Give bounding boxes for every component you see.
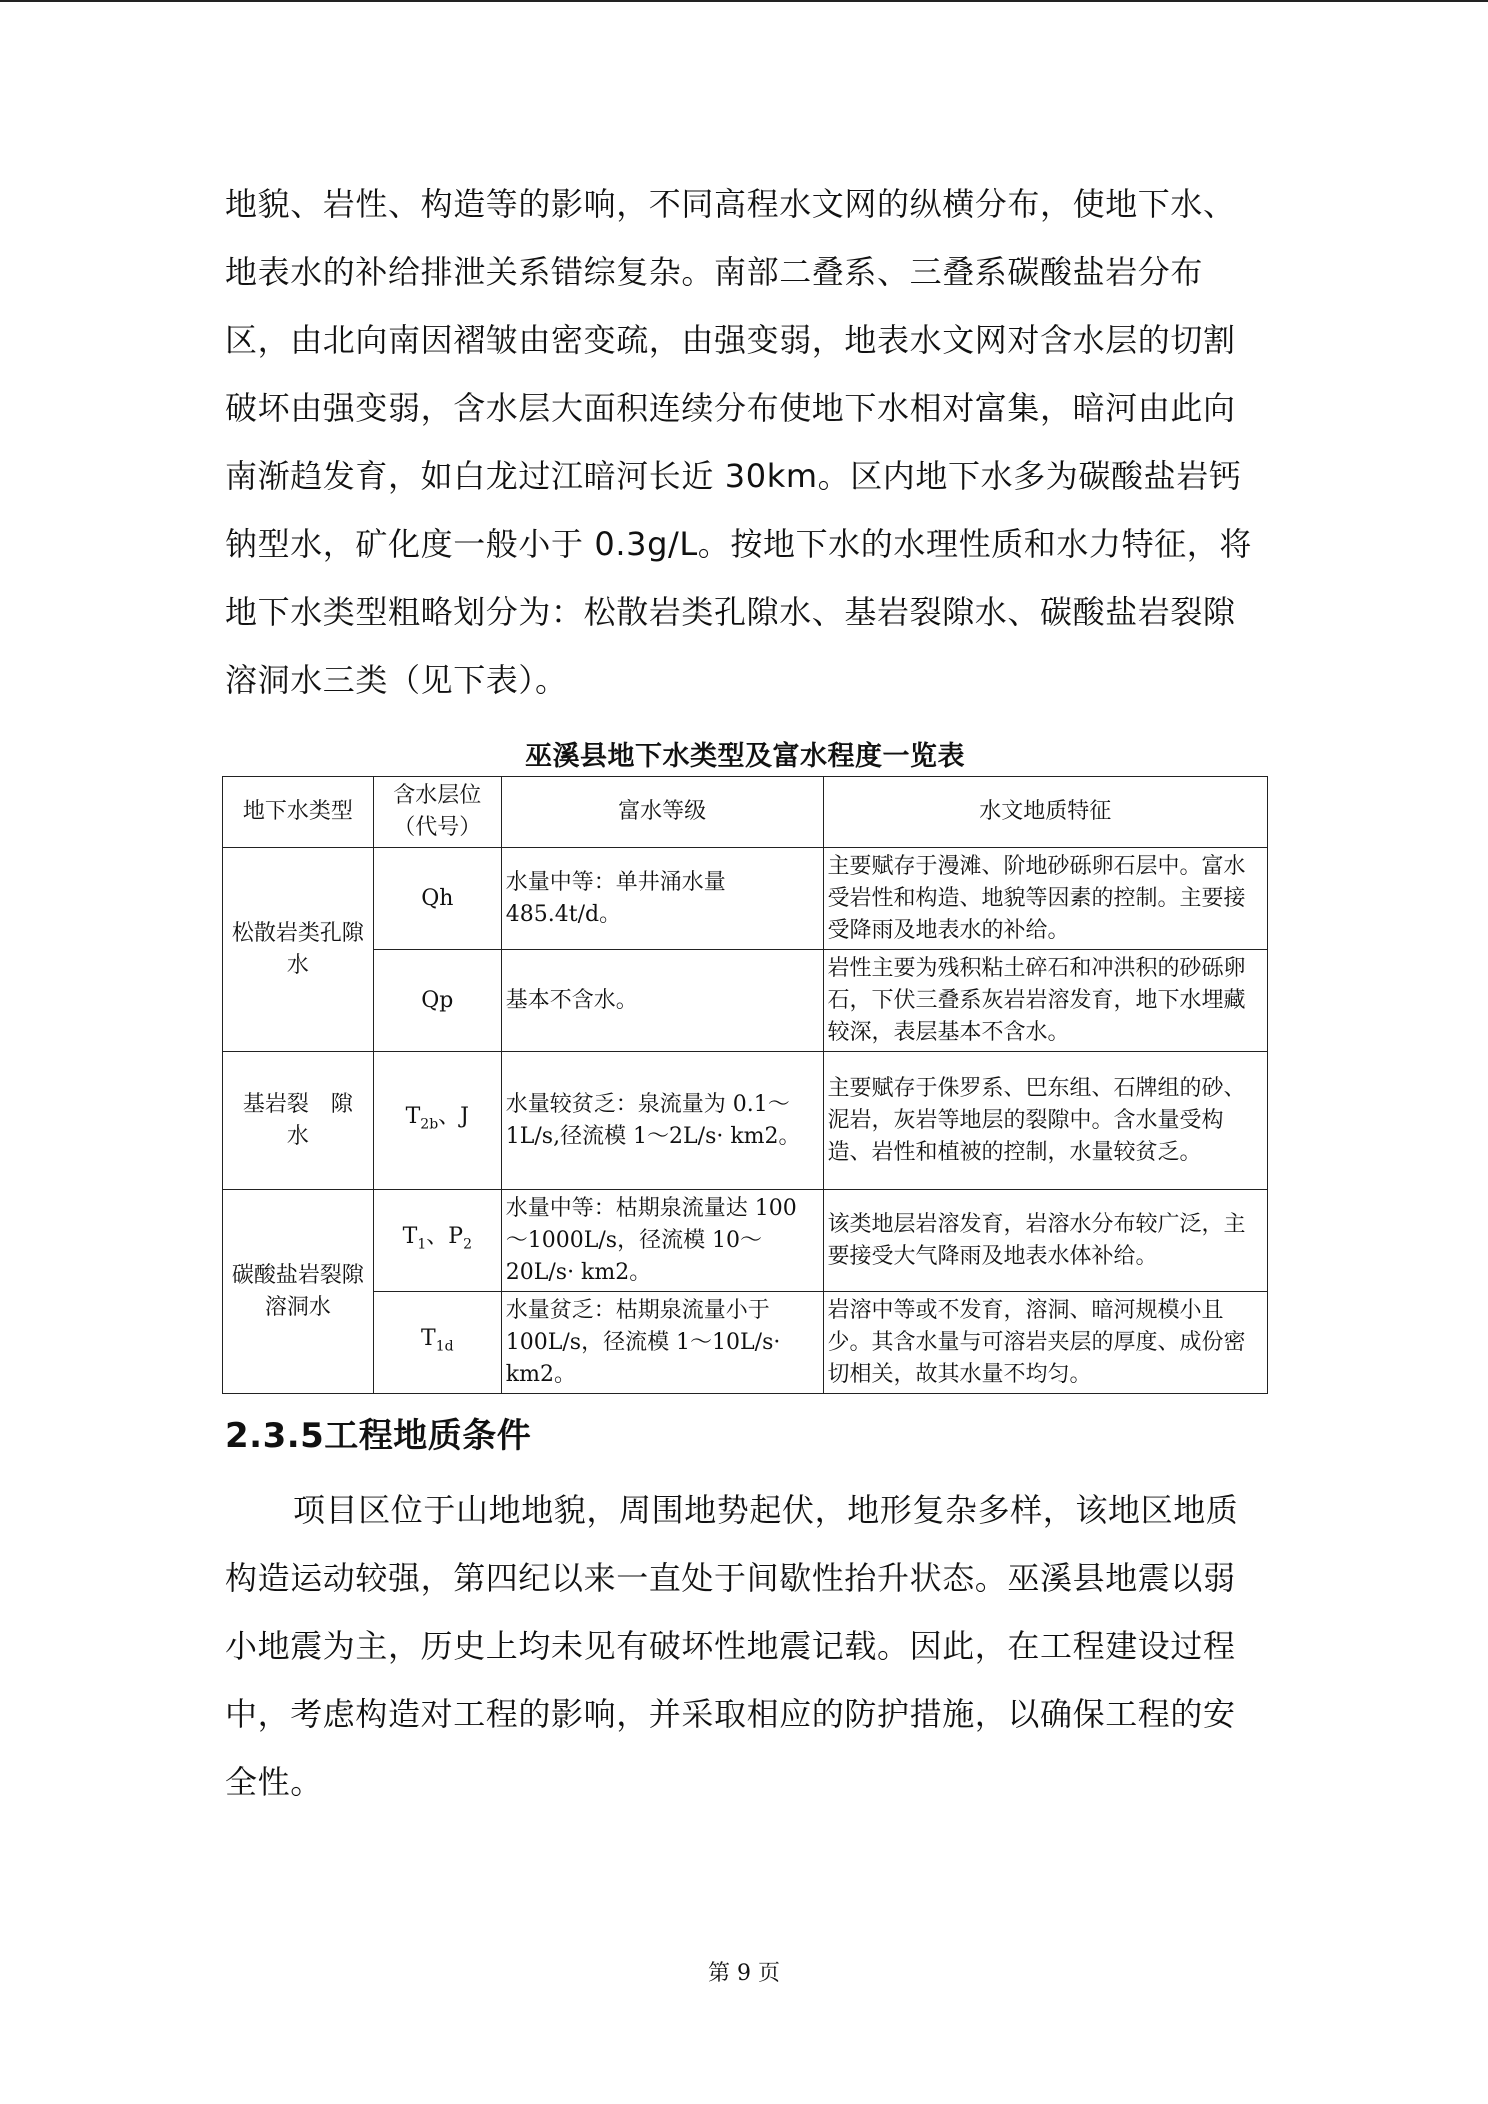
cell-layer: [373, 1292, 501, 1394]
cell-feature: 主要赋存于侏罗系、巴东组、石牌组的砂、泥岩，灰岩等地层的裂隙中。含水量受构造、岩性和植被的控制，水量较贫乏。: [823, 1052, 1268, 1190]
layer-subscript: 2: [463, 1236, 472, 1253]
cell-layer: [373, 1190, 501, 1292]
layer-code: T: [402, 1223, 418, 1249]
groundwater-table: [222, 776, 1268, 1394]
layer-subscript: 1d: [435, 1338, 454, 1355]
header-type: 地下水类型: [223, 777, 374, 848]
cell-layer: Qh: [373, 848, 501, 950]
layer-code: T: [421, 1325, 436, 1351]
table-row: [223, 1052, 1268, 1190]
layer-subscript: 2b: [420, 1116, 439, 1133]
table-row: [223, 950, 1268, 1052]
cell-grade: 水量中等：枯期泉流量达 100～1000L/s，径流模 10～20L/s· km2。: [501, 1190, 823, 1292]
layer-code-tail: 、P: [426, 1223, 464, 1249]
cell-layer: Qp: [373, 950, 501, 1052]
page-top-border: [0, 0, 1488, 2]
table-row: [223, 1292, 1268, 1394]
layer-code: T: [405, 1103, 421, 1129]
table-row: [223, 1190, 1268, 1292]
cell-type: 碳酸盐岩裂隙溶洞水: [223, 1190, 374, 1394]
cell-feature: 该类地层岩溶发育，岩溶水分布较广泛，主要接受大气降雨及地表水体补给。: [823, 1190, 1268, 1292]
cell-grade: 水量较贫乏：泉流量为 0.1～1L/s,径流模 1～2L/s· km2。: [501, 1052, 823, 1190]
cell-layer: [373, 1052, 501, 1190]
cell-feature: 主要赋存于漫滩、阶地砂砾卵石层中。富水受岩性和构造、地貌等因素的控制。主要接受降雨及地表水的补给。: [823, 848, 1268, 950]
layer-subscript: 1: [417, 1236, 427, 1253]
body-paragraph: 项目区位于山地地貌，周围地势起伏，地形复杂多样，该地区地质构造运动较强，第四纪以来一直处于间歇性抬升状态。巫溪县地震以弱小地震为主，历史上均未见有破坏性地震记载。因此，在工程建设过程中，考虑构造对工程的影响，并采取相应的防护措施，以确保工程的安全性。: [225, 1491, 1239, 1801]
header-layer: 含水层位（代号）: [373, 777, 501, 848]
section-heading: 2.3.5工程地质条件: [225, 1416, 532, 1456]
table-row: [223, 848, 1268, 950]
cell-type: 基岩裂 隙 水: [223, 1052, 374, 1190]
body-paragraph: 地貌、岩性、构造等的影响，不同高程水文网的纵横分布，使地下水、地表水的补给排泄关系错综复杂。南部二叠系、三叠系碳酸盐岩分布区，由北向南因褶皱由密变疏，由强变弱，地表水文网对含水层的切割破坏由强变弱，含水层大面积连续分布使地下水相对富集，暗河由此向南渐趋发育，如白龙过江暗河长近 30km。区内地下水多为碳酸盐岩钙钠型水，矿化度一般小于 0.3g/L。按地下水的水理性质和水力特征，将地下水类型粗略划分为：松散岩类孔隙水、基岩裂隙水、碳酸盐岩裂隙溶洞水三类（见下表）。: [225, 185, 1252, 699]
cell-grade: 水量贫乏：枯期泉流量小于 100L/s，径流模 1～10L/s· km2。: [501, 1292, 823, 1394]
table-title: 巫溪县地下水类型及富水程度一览表: [525, 741, 965, 772]
cell-feature: 岩溶中等或不发育，溶洞、暗河规模小且少。其含水量与可溶岩夹层的厚度、成份密切相关，故其水量不均匀。: [823, 1292, 1268, 1394]
layer-code-tail: 、J: [438, 1103, 469, 1129]
page-number: 第 9 页: [708, 1961, 780, 1986]
header-feature: 水文地质特征: [823, 777, 1268, 848]
cell-feature: 岩性主要为残积粘土碎石和冲洪积的砂砾卵石，下伏三叠系灰岩岩溶发育，地下水埋藏较深，表层基本不含水。: [823, 950, 1268, 1052]
table-header-row: [223, 777, 1268, 848]
cell-grade: 基本不含水。: [501, 950, 823, 1052]
cell-type: 松散岩类孔隙水: [223, 848, 374, 1052]
cell-grade: 水量中等：单井涌水量 485.4t/d。: [501, 848, 823, 950]
header-grade: 富水等级: [501, 777, 823, 848]
